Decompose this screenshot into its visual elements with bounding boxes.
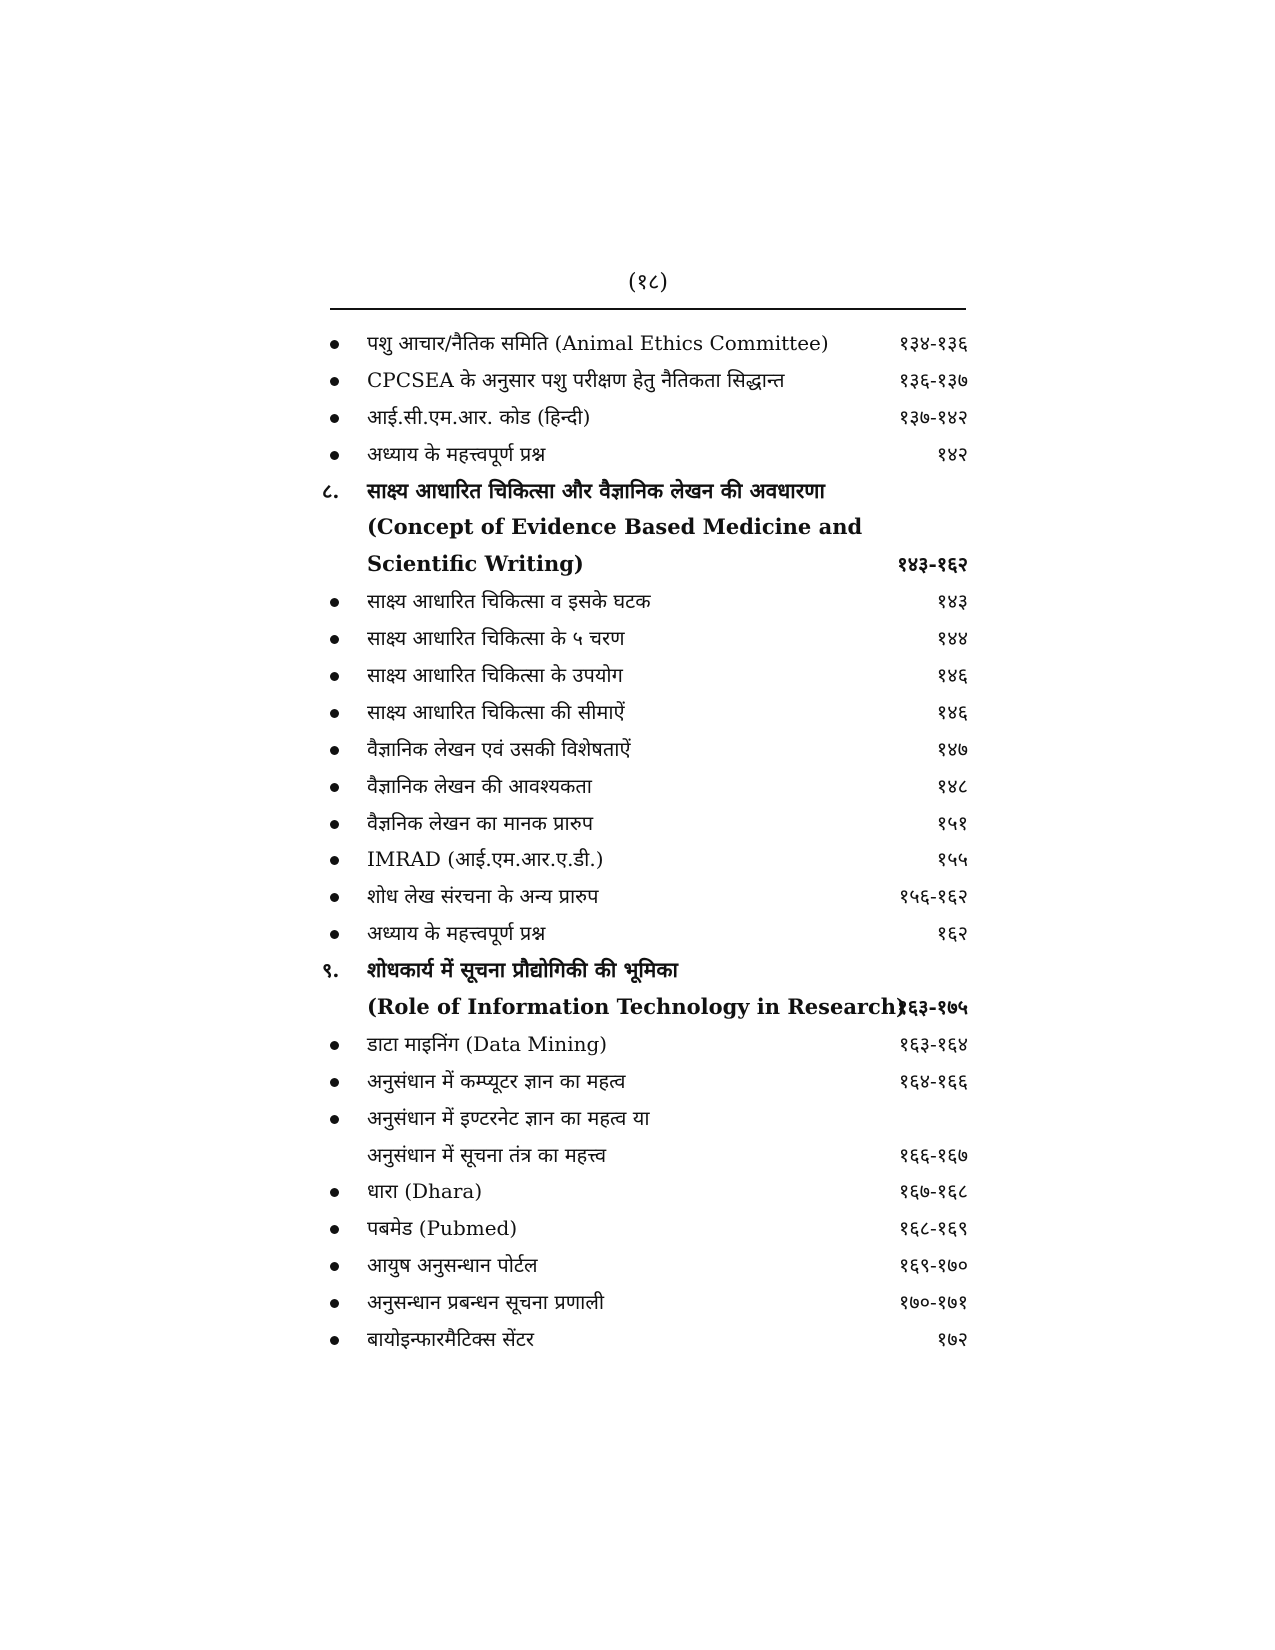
entry-title: साक्ष्य आधारित चिकित्सा की सीमाऐं	[367, 699, 625, 724]
entry-title: IMRAD (आई.एम.आर.ए.डी.)	[367, 847, 604, 872]
toc-entry-row	[322, 1321, 968, 1358]
toc-entry-row	[322, 1284, 968, 1321]
entry-title: वैज्ञानिक लेखन एवं उसकी विशेषताऐं	[367, 736, 631, 761]
chapter-title: साक्ष्य आधारित चिकित्सा और वैज्ञानिक लेखन की अवधारणा	[367, 477, 825, 503]
page-range: १३६-१३७	[898, 367, 968, 392]
page-range: १४२	[936, 441, 968, 466]
entry-title: आई.सी.एम.आर. कोड (हिन्दी)	[367, 404, 591, 429]
entry-title: अनुसंधान में सूचना तंत्र का महत्त्व	[367, 1142, 607, 1167]
entry-title: शोध लेख संरचना के अन्य प्रारुप	[367, 884, 599, 909]
toc-entry-row	[322, 620, 968, 657]
header-divider	[330, 308, 966, 310]
bullet-icon	[330, 1041, 339, 1050]
toc-entry-row	[322, 1100, 968, 1137]
toc-entry-row	[322, 1210, 968, 1247]
chapter-number: ८.	[322, 478, 340, 503]
toc-entry-row	[322, 694, 968, 731]
bullet-icon	[330, 340, 339, 349]
entry-title: अध्याय के महत्त्वपूर्ण प्रश्न	[367, 921, 546, 946]
page-range: १४४	[936, 626, 968, 651]
page-range: १४३	[936, 589, 968, 614]
bullet-icon	[330, 598, 339, 607]
entry-title: डाटा माइनिंग (Data Mining)	[367, 1031, 608, 1056]
toc-entry-row	[322, 583, 968, 620]
page-range: १४६	[936, 699, 968, 724]
toc-entry-row	[322, 1247, 968, 1284]
entry-title: पशु आचार/नैतिक समिति (Animal Ethics Committee)	[367, 331, 829, 355]
page-range: १५५	[936, 847, 968, 872]
toc-chapter-row	[322, 509, 968, 546]
entry-title: वैज्ञानिक लेखन की आवश्यकता	[367, 773, 592, 798]
toc-entry-row	[322, 362, 968, 399]
page-range: १६८-१६९	[898, 1216, 968, 1241]
chapter-number: ९.	[322, 958, 340, 983]
page-range: १३७-१४२	[898, 404, 968, 429]
entry-title: वैज्ञनिक लेखन का मानक प्रारुप	[367, 810, 594, 835]
page-range: १७०-१७१	[898, 1290, 968, 1315]
toc-entry-row	[322, 436, 968, 473]
chapter-title: (Concept of Evidence Based Medicine and	[367, 514, 863, 540]
entry-title: साक्ष्य आधारित चिकित्सा व इसके घटक	[367, 589, 651, 614]
bullet-icon	[330, 1262, 339, 1271]
toc-chapter-row	[322, 473, 968, 510]
toc-chapter-row	[322, 952, 968, 989]
chapter-title: शोधकार्य में सूचना प्रौद्योगिकी की भूमिका	[367, 957, 678, 983]
page-range: १६४-१६६	[898, 1068, 968, 1093]
toc-chapter-row	[322, 989, 968, 1026]
bullet-icon	[330, 377, 339, 386]
page-range: १७२	[936, 1327, 968, 1352]
bullet-icon	[330, 414, 339, 423]
bullet-icon	[330, 1115, 339, 1124]
page-range: १४८	[936, 773, 968, 798]
bullet-icon	[330, 856, 339, 865]
page-number: (१८)	[627, 270, 669, 295]
bullet-icon	[330, 672, 339, 681]
toc-entry-row	[322, 768, 968, 805]
bullet-icon	[330, 1188, 339, 1197]
bullet-icon	[330, 930, 339, 939]
entry-title: साक्ष्य आधारित चिकित्सा के ५ चरण	[367, 626, 625, 651]
bullet-icon	[330, 1299, 339, 1308]
page-range: १६३-१७५	[897, 995, 968, 1020]
entry-title: अनुसन्धान प्रबन्धन सूचना प्रणाली	[367, 1290, 605, 1315]
bullet-icon	[330, 451, 339, 460]
entry-title: अनुसंधान में कम्प्यूटर ज्ञान का महत्व	[367, 1068, 626, 1093]
toc-chapter-row	[322, 546, 968, 583]
toc-entry-row	[322, 1137, 968, 1174]
page-range: १४७	[936, 736, 968, 761]
toc-entry-row	[322, 878, 968, 915]
bullet-icon	[330, 783, 339, 792]
bullet-icon	[330, 709, 339, 718]
entry-title: पबमेड (Pubmed)	[367, 1216, 518, 1241]
page-range: १६३-१६४	[898, 1031, 968, 1056]
entry-title: धारा (Dhara)	[367, 1179, 483, 1204]
bullet-icon	[330, 1225, 339, 1234]
page-range: १३४-१३६	[898, 331, 968, 355]
page-range: १६६-१६७	[898, 1142, 968, 1167]
entry-title: अनुसंधान में इण्टरनेट ज्ञान का महत्व या	[367, 1105, 650, 1130]
bullet-icon	[330, 635, 339, 644]
page-range: १४६	[936, 663, 968, 688]
bullet-icon	[330, 1078, 339, 1087]
entry-title: CPCSEA के अनुसार पशु परीक्षण हेतु नैतिकता सिद्धान्त	[367, 367, 785, 392]
toc-entry-row	[322, 915, 968, 952]
table-of-contents	[322, 325, 968, 1358]
entry-title: आयुष अनुसन्धान पोर्टल	[367, 1253, 538, 1278]
page-range: १६७-१६८	[898, 1179, 968, 1204]
chapter-title: Scientific Writing)	[367, 551, 584, 577]
page-range: १६२	[936, 921, 968, 946]
toc-entry-row	[322, 1026, 968, 1063]
toc-entry-row	[322, 657, 968, 694]
toc-entry-row	[322, 1173, 968, 1210]
toc-entry-row	[322, 805, 968, 842]
bullet-icon	[330, 1336, 339, 1345]
entry-title: बायोइन्फारमैटिक्स सेंटर	[367, 1327, 535, 1352]
entry-title: अध्याय के महत्त्वपूर्ण प्रश्न	[367, 441, 546, 466]
bullet-icon	[330, 893, 339, 902]
page-range: १६९-१७०	[898, 1253, 968, 1278]
toc-entry-row	[322, 399, 968, 436]
page-range: १४३-१६२	[897, 552, 968, 577]
toc-entry-row	[322, 1063, 968, 1100]
page-range: १५१	[936, 810, 968, 835]
bullet-icon	[330, 746, 339, 755]
toc-entry-row	[322, 841, 968, 878]
toc-entry-row	[322, 325, 968, 362]
page-range: १५६-१६२	[898, 884, 968, 909]
entry-title: साक्ष्य आधारित चिकित्सा के उपयोग	[367, 663, 623, 688]
chapter-title: (Role of Information Technology in Research)	[367, 994, 906, 1020]
bullet-icon	[330, 820, 339, 829]
toc-entry-row	[322, 731, 968, 768]
